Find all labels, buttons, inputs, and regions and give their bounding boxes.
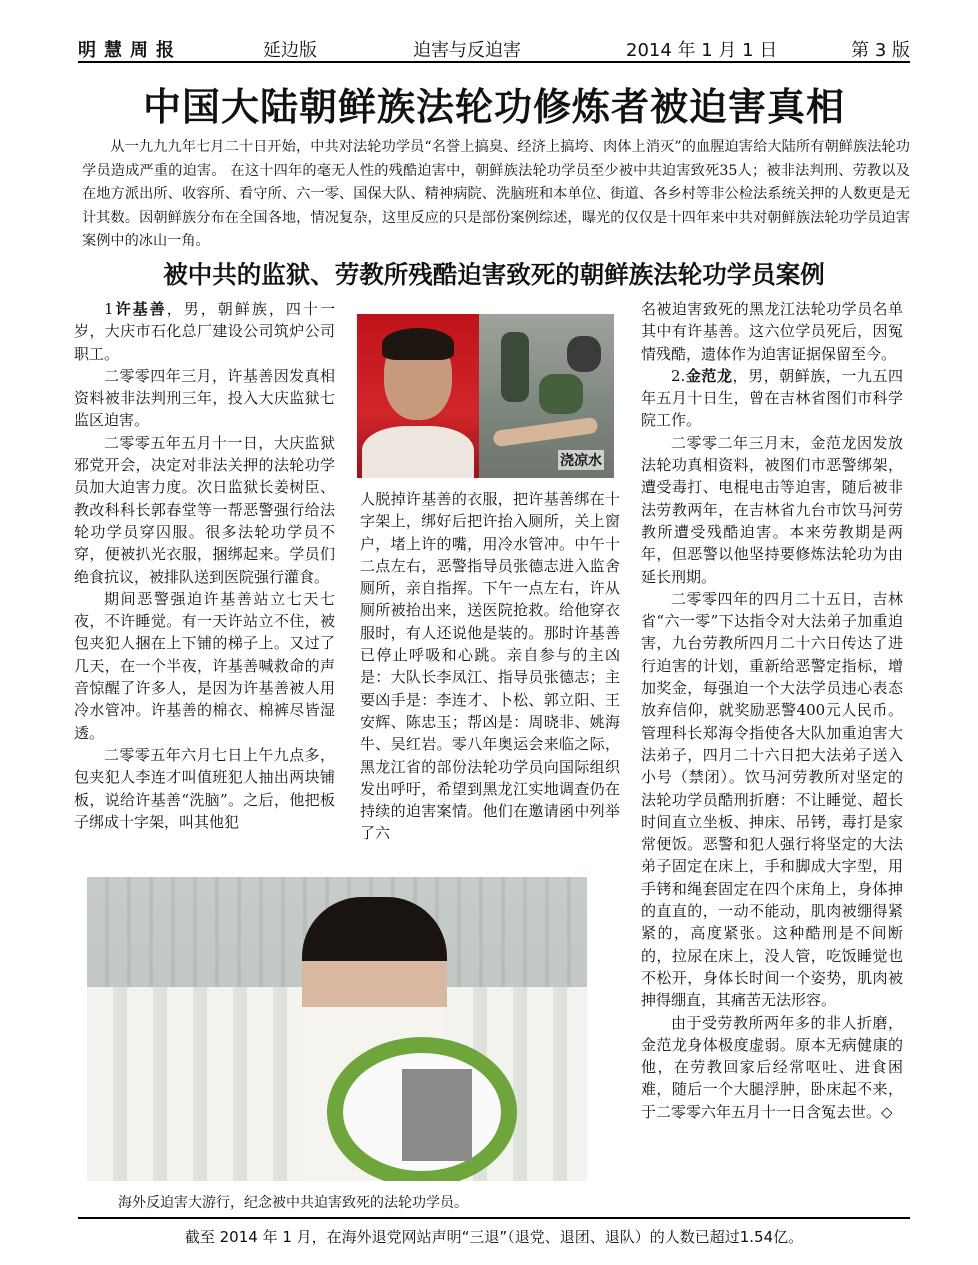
photo-caption: 浇凉水 [558, 450, 604, 470]
case-number: 1 [104, 300, 114, 318]
article-column-2 [360, 488, 620, 845]
paragraph: 由于受劳教所两年多的非人折磨，金范龙身体极度虚弱。原本无病健康的他，在劳教回家后经常呕吐、进食困难，随后一个大腿浮肿，卧床起不来，于二零零六年五月十一日含冤去世。◇ [641, 1013, 903, 1121]
page-headline: 中国大陆朝鲜族法轮功修炼者被迫害真相 [142, 85, 845, 129]
paragraph: 二零零四年的四月二十五日，吉林省“六一零”下达指令对大法弟子加重迫害，九台劳教所四月二十六日传达了进行迫害的计划，重新给恶警定指标，增加奖金，每强迫一个大法学员违心表态放弃信仰，就奖励恶警400元人民币。管理科长郑海令指使各大队加重迫害大法弟子，四月二十六日把大法弟子送入小号（禁闭）。饮马河劳教所对坚定的法轮功学员酷刑折磨：不让睡觉、超长时间直立坐板、抻床、吊铐，毒打是家常便饭。恶警和犯人强行将坚定的大法弟子固定在床上，手和脚成大字型，用手铐和绳套固定在四个床角上，身体抻的直直的，一动不能动，肌肉被绷得紧紧的，高度紧张。这种酷刑是不间断的，拉尿在床上，没人管，吃饭睡觉也不松开，身体长时间一个姿势，肌肉被抻得绷直，其痛苦无法形容。 [641, 589, 903, 1010]
edition-label: 延边版 [263, 40, 317, 61]
article-column-3 [641, 298, 903, 1123]
paragraph: 二零零四年三月，许基善因发真相资料被非法判刑三年，投入大庆监狱七监区迫害。 [74, 366, 335, 430]
article-column-1 [74, 298, 335, 833]
paragraph: 二零零五年五月十一日，大庆监狱邪党开会，决定对非法关押的法轮功学员加大迫害力度。次日监狱长姜树臣、教改科科长郭春堂等一帮恶警强行给法轮功学员穿囚服。很多法轮功学员不穿，便被扒光衣服，捆绑起来。学员们绝食抗议，被排队送到医院强行灌食。 [74, 433, 335, 586]
paragraph: 二零零五年六月七日上午九点多，包夹犯人李连才叫值班犯人抽出两块铺板，说给许基善“洗脑”。之后，他把板子绑成十字架，叫其他犯 [74, 745, 335, 831]
issue-date: 2014 年 1 月 1 日 [626, 40, 778, 61]
section-label: 迫害与反迫害 [413, 40, 521, 61]
intro-paragraph: 从一九九九年七月二十日开始，中共对法轮功学员“名誉上搞臭、经济上搞垮、肉体上消灭”的血腥迫害给大陆所有朝鲜族法轮功学员造成严重的迫害。 在这十四年的毫无人性的残酷迫害中，朝鲜族法轮功学员至少被中共迫害致死35人；被非法判刑、劳教以及在地方派出所、收容所、看守所、六一零、国保大队、精神病院、洗脑班和本单位、街道、各乡村等非公检法系统关押的人数更是无计其数。因朝鲜族分布在全国各地，情况复杂，这里反应的只是部份案例综述，曝光的仅仅是十四年来中共对朝鲜族法轮功学员迫害案例中的冰山一角。 [82, 139, 910, 249]
masthead [78, 30, 910, 60]
parade-photo [87, 877, 587, 1181]
footer-rule [78, 1217, 910, 1219]
paragraph [74, 298, 335, 365]
torture-reenactment-photo [479, 314, 614, 478]
publication-name: 明慧周报 [78, 40, 182, 61]
page-number: 第 3 版 [851, 40, 910, 61]
victim-name: 许基善 [113, 300, 167, 318]
paragraph: 人脱掉许基善的衣服，把许基善绑在十字架上，绑好后把许抬入厕所，关上窗户，堵上许的嘴，用冷水管冲。中午十二点左右，恶警指导员张德志进入监舍厕所，亲自指挥。下午一点左右，许从厕所被抬出来，送医院抢救。给他穿衣服时，有人还说他是装的。那时许基善已停止呼吸和心跳。亲自参与的主凶是：大队长李凤江、指导员张德志；主要凶手是：李连才、卜松、郭立阳、王安辉、陈忠玉；帮凶是：周晓非、姚海牛、吴红岩。零八年奥运会来临之际，黑龙江省的部份法轮功学员向国际组织发出呼吁，希望到黑龙江实地调查仍在持续的迫害案情。他们在邀请函中列举了六 [360, 490, 620, 843]
victim-portrait-photo [357, 314, 479, 478]
paragraph [641, 365, 903, 432]
paragraph: 名被迫害致死的黑龙江法轮功学员名单其中有许基善。这六位学员死后，因冤情残酷，遗体作为迫害证据保留至今。 [641, 300, 903, 363]
victim-name: 金范龙 [685, 366, 733, 385]
paragraph: 二零零二年三月末，金范龙因发放法轮功真相资料，被图们市恶警绑架，遭受毒打、电棍电击等迫害，随后被非法劳教两年，在吉林省九台市饮马河劳教所遭受残酷迫害。本来劳教期是两年，但恶警以他坚持要修炼法轮功为由延长刑期。 [641, 433, 903, 586]
footer-notice: 截至 2014 年 1 月，在海外退党网站声明“三退”（退党、退团、退队）的人数已超过1.54亿。 [184, 1228, 804, 1246]
paragraph-text: ，男，朝鲜族，一九五四年五月十日生，曾在吉林省图们市科学院工作。 [641, 366, 903, 430]
section-subheadline: 被中共的监狱、劳教所残酷迫害致死的朝鲜族法轮功学员案例 [163, 260, 825, 289]
case-number: 2. [671, 366, 686, 385]
header-rule [78, 61, 910, 63]
paragraph-text: ，男，朝鲜族，四十一岁，大庆市石化总厂建设公司筑炉公司职工。 [74, 300, 335, 363]
paragraph: 期间恶警强迫许基善站立七天七夜，不许睡觉。有一天许站立不住，被包夹犯人捆在上下铺的梯子上。又过了几天，在一个半夜，许基善喊救命的声音惊醒了许多人，是因为许基善被人用冷水管冲。许基善的棉衣、棉裤尽皆湿透。 [74, 589, 335, 742]
parade-photo-caption: 海外反迫害大游行，纪念被中共迫害致死的法轮功学员。 [118, 1195, 468, 1211]
